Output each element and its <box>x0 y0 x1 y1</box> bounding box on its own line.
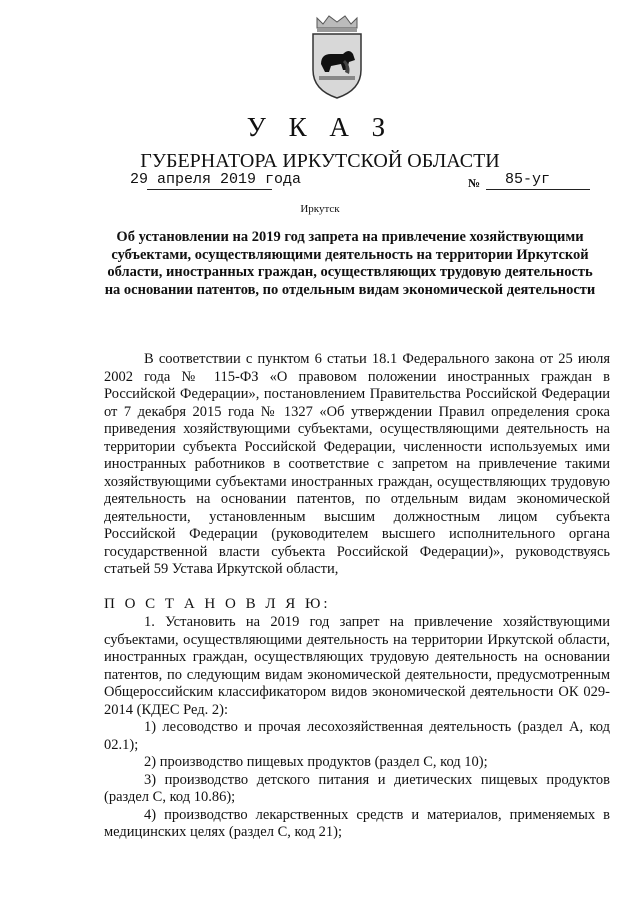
city-name: Иркутск <box>300 203 340 215</box>
decree-word: П О С Т А Н О В Л Я Ю: <box>104 596 331 612</box>
irkutsk-coat-of-arms-icon <box>299 10 375 104</box>
list-item: 2) производство пищевых продуктов (раздел С, код 10); <box>144 754 488 770</box>
number-sign: № <box>468 176 481 190</box>
list-item: 4) производство лекарственных средств и материалов, применяемых в медицинских целях (раздел С, код 21); <box>104 806 610 840</box>
document-date: 29 апреля 2019 года <box>130 171 302 188</box>
activity-list <box>104 719 610 842</box>
issuer-title: ГУБЕРНАТОРА ИРКУТСКОЙ ОБЛАСТИ <box>140 150 500 172</box>
list-item: 3) производство детского питания и диетических пищевых продуктов (раздел С, код 10.86); <box>104 771 610 805</box>
number-underline <box>486 189 590 190</box>
document-number: 85-уг <box>505 171 551 188</box>
document-heading: Об установлении на 2019 год запрета на привлечение хозяйствующими субъектами, осуществляющими деятельность на территории Иркутской области, иностранных граждан, осуществляющих трудовую деятельность на основании патентов, по отдельным видам экономической деятельности <box>104 229 596 298</box>
document-type-title: У К А З <box>246 112 394 142</box>
point-1-paragraph: 1. Установить на 2019 год запрет на привлечение хозяйствующими субъектами, осуществляющими деятельность на территории Иркутской области, иностранных граждан, осуществляющих трудовую деятельность на основании патентов, по следующим видам экономической деятельности, предусмотренным Общероссийским классификатором видов экономической деятельности ОК 029-2014 (КДЕС Ред. 2): <box>104 614 610 718</box>
preamble-paragraph: В соответствии с пунктом 6 статьи 18.1 Федерального закона от 25 июля 2002 года № 115-ФЗ «О правовом положении иностранных граждан в Российской Федерации», постановлением Правительства Российской Федерации от 7 декабря 2015 года № 1327 «Об утверждении Правил определения срока приведения хозяйствующими субъектами, осуществляющими деятельность на территории субъекта Российской Федерации, численности используемых ими иностранных работников в соответствие с запретом на привлечение такими хозяйствующими субъектами иностранных граждан, осуществляющих трудовую деятельность на основании патентов, по отдельным видам экономической деятельности, установленным высшим должностным лицом субъекта Российской Федерации (руководителем высшего исполнительного органа государственной власти субъекта Российской Федерации)», руководствуясь статьей 59 Устава Иркутской области, <box>104 351 610 577</box>
list-item: 1) лесоводство и прочая лесохозяйственная деятельность (раздел А, код 02.1); <box>104 719 610 753</box>
date-underline <box>147 189 272 190</box>
